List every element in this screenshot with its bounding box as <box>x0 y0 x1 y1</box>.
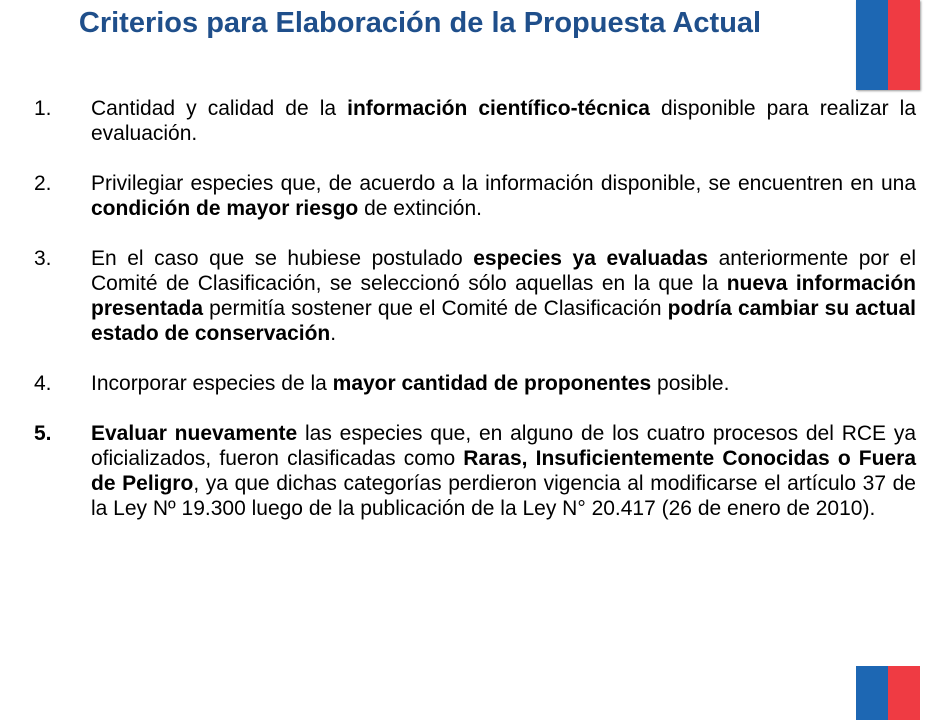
criterion-run: . <box>330 322 337 345</box>
criterion-item <box>34 96 916 146</box>
criterion-emphasis: podría cambiar su actual estado de conservación <box>91 297 916 345</box>
criterion-number: 4. <box>34 372 52 395</box>
criterion-number: 3. <box>34 247 52 270</box>
criterion-number: 1. <box>34 97 52 120</box>
criterion-item <box>34 371 916 396</box>
criterion-text <box>91 96 916 146</box>
criterion-number: 2. <box>34 172 52 195</box>
criterion-item <box>34 171 916 221</box>
criterion-run: Privilegiar especies que, de acuerdo a la información disponible, se encuentren en una <box>91 172 916 195</box>
criterion-text <box>91 421 916 521</box>
flag-blue-stripe <box>856 666 888 720</box>
criterion-number: 5. <box>34 422 52 445</box>
criterion-run: posible. <box>651 372 730 395</box>
flag-red-stripe <box>888 0 920 90</box>
criterion-emphasis: mayor cantidad de proponentes <box>332 372 652 395</box>
criterion-emphasis: Evaluar nuevamente <box>91 422 298 445</box>
flag-blue-stripe <box>856 0 888 90</box>
criterion-run: disponible para realizar la evaluación. <box>91 97 916 145</box>
criterion-item <box>34 421 916 521</box>
flag-red-stripe <box>888 666 920 720</box>
criterion-run: las especies que, en alguno de los cuatro procesos del RCE ya oficializados, fueron clasificadas como <box>91 422 916 470</box>
criterion-run: Incorporar especies de la <box>91 372 333 395</box>
criterion-run: permitía sostener que el Comité de Clasificación <box>203 297 668 320</box>
chile-flag-logo-top <box>856 0 920 90</box>
criterion-item <box>34 246 916 346</box>
chile-flag-logo-bottom <box>856 666 920 720</box>
criterion-emphasis: condición de mayor riesgo <box>91 197 359 220</box>
criterion-text <box>91 371 916 396</box>
criterion-emphasis: especies ya evaluadas <box>473 247 709 270</box>
criterion-run: En el caso que se hubiese postulado <box>91 247 474 270</box>
criterion-emphasis: Raras, Insuficientemente Conocidas o Fuera de Peligro <box>91 447 916 495</box>
criteria-list <box>34 96 916 521</box>
criterion-text <box>91 171 916 221</box>
criterion-emphasis: información científico-técnica <box>347 97 650 120</box>
criterion-run: anteriormente por el Comité de Clasificación, se seleccionó sólo aquellas en la que la <box>91 247 916 295</box>
slide-title: Criterios para Elaboración de la Propuesta Actual <box>78 7 762 39</box>
criterion-run: Cantidad y calidad de la <box>91 97 348 120</box>
criterion-run: , ya que dichas categorías perdieron vigencia al modificarse el artículo 37 de la Ley Nº 19.300 luego de la publicación de la Ley N° 20.417 (26 de enero de 2010). <box>91 472 916 520</box>
criterion-emphasis: nueva información presentada <box>91 272 916 320</box>
criterion-run: de extinción. <box>358 197 482 220</box>
criterion-text <box>91 246 916 346</box>
